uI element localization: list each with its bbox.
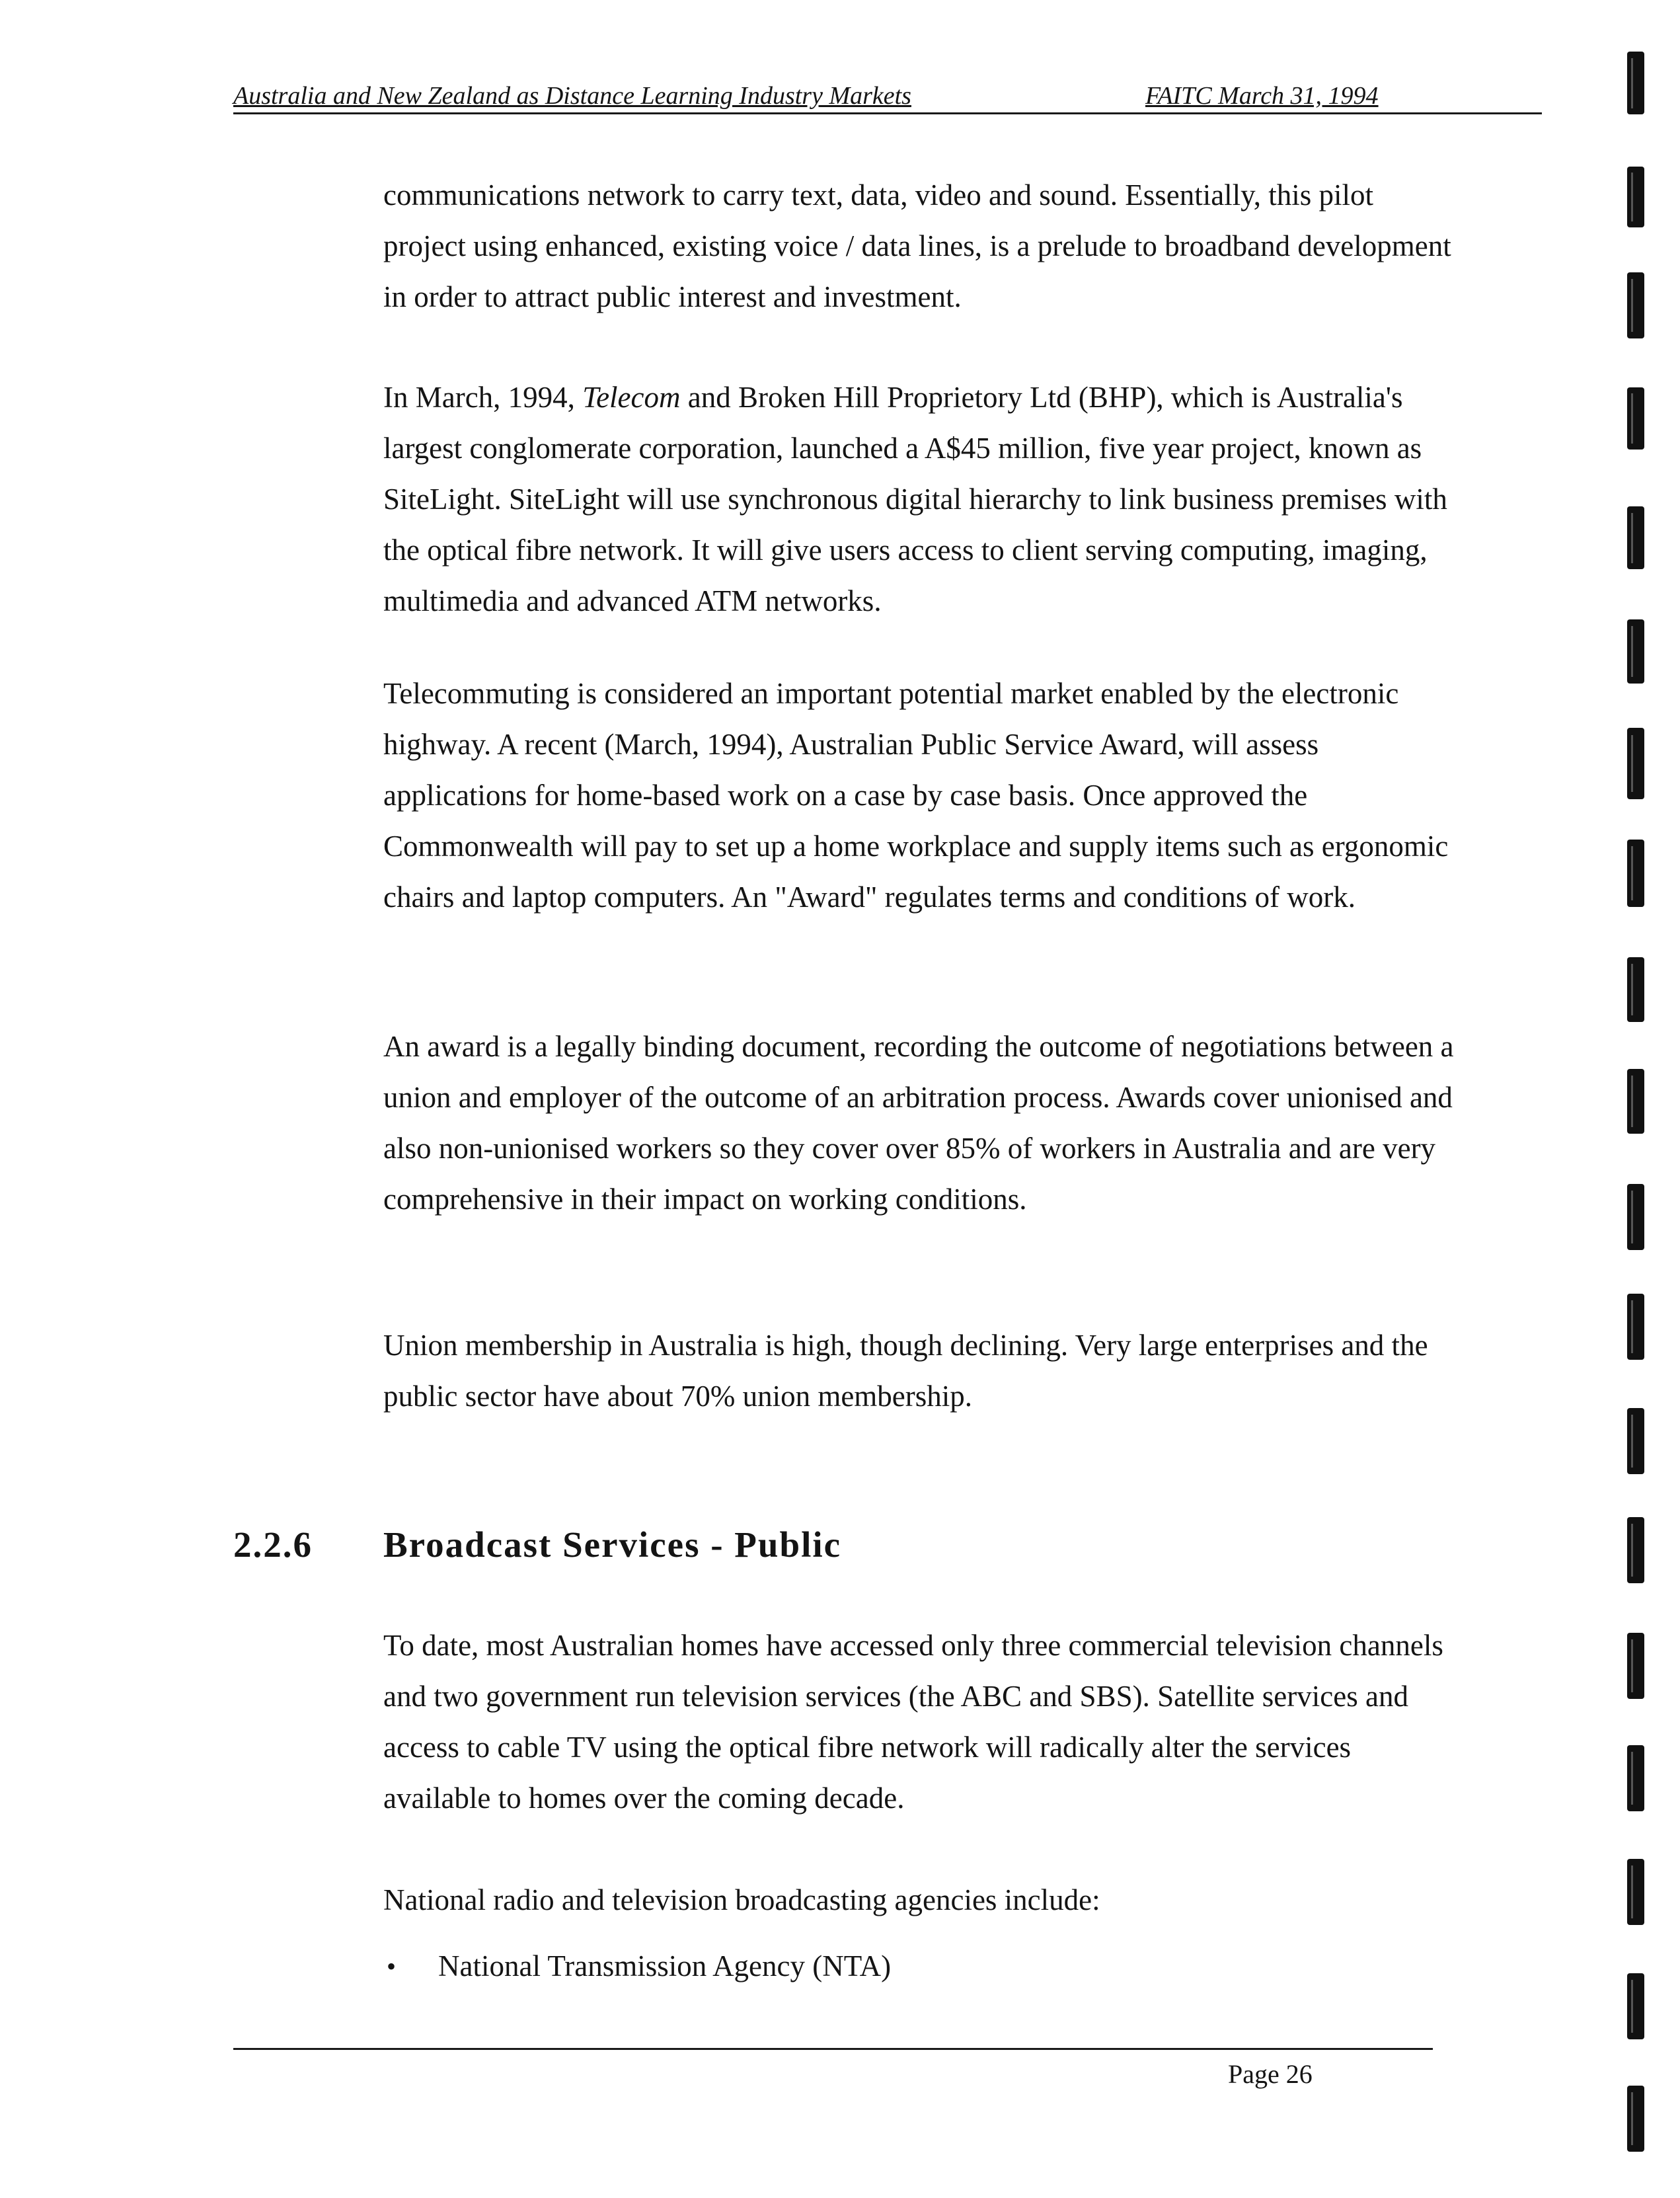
- binding-hole: [1627, 1745, 1644, 1811]
- paragraph-text: National radio and television broadcasting agencies include:: [383, 1883, 1100, 1916]
- paragraph-text: Telecommuting is considered an important potential market enabled by the electronic highway. A recent (March, 1994), Australian Public Service Award, will assess applications for home-based work on a case by case basis. Once approved the Commonwealth will pay to set up a home workplace and supply items such as ergonomic chairs and laptop computers. An "Award" regulates terms and conditions of work.: [383, 677, 1449, 914]
- binding-hole: [1627, 272, 1644, 338]
- paragraph-4: [383, 1021, 1454, 1225]
- paragraph-3: [383, 668, 1454, 923]
- section-title: Broadcast Services - Public: [383, 1524, 842, 1565]
- paragraph-text: Union membership in Australia is high, though declining. Very large enterprises and the public sector have about 70% union membership.: [383, 1329, 1428, 1413]
- binding-hole: [1627, 387, 1644, 450]
- paragraph-text: To date, most Australian homes have accessed only three commercial television channels and two government run television services (the ABC and SBS). Satellite services and access to cable TV using the optical fibre network will radically alter the services available to homes over the coming decade.: [383, 1629, 1443, 1815]
- bullet-marker: •: [387, 1951, 397, 1981]
- paragraph-text: An award is a legally binding document, recording the outcome of negotiations between a union and employer of the outcome of an arbitration process. Awards cover unionised and also non-unionised workers so they cover over 85% of workers in Australia and are very comprehensive in their impact on working conditions.: [383, 1030, 1454, 1216]
- telecom-italic: Telecom: [582, 381, 681, 414]
- page-number: Page 26: [1228, 2059, 1313, 2089]
- list-item: [383, 1941, 1441, 1992]
- binding-hole: [1627, 506, 1644, 569]
- binding-hole: [1627, 840, 1644, 907]
- binding-hole: [1627, 1633, 1644, 1699]
- header-document-title: Australia and New Zealand as Distance Learning Industry Markets: [233, 82, 911, 110]
- binding-hole: [1627, 728, 1644, 799]
- paragraph-text-rest: and Broken Hill Proprietory Ltd (BHP), which is Australia's largest conglomerate corporation, launched a A$45 million, five year project, known as SiteLight. SiteLight will use synchronous digital hierarchy to link business premises with the optical fibre network. It will give users access to client serving computing, imaging, multimedia and advanced ATM networks.: [383, 381, 1447, 617]
- binding-hole: [1627, 2086, 1644, 2152]
- paragraph-6: [383, 1620, 1454, 1824]
- binding-hole: [1627, 1069, 1644, 1134]
- list-item-text: National Transmission Agency (NTA): [438, 1949, 892, 1982]
- footer-rule: [233, 2048, 1433, 2050]
- paragraph-5: [383, 1320, 1454, 1422]
- paragraph-1: [383, 170, 1454, 323]
- binding-hole: [1627, 619, 1644, 684]
- header-org-date: FAITC March 31, 1994: [1145, 82, 1379, 110]
- binding-hole: [1627, 957, 1644, 1022]
- binding-hole: [1627, 52, 1644, 114]
- binding-hole: [1627, 1517, 1644, 1583]
- paragraph-text: communications network to carry text, data, video and sound. Essentially, this pilot project using enhanced, existing voice / data lines, is a prelude to broadband development in order to attract public interest and investment.: [383, 178, 1451, 313]
- paragraph-7: [383, 1875, 1454, 1926]
- binding-hole: [1627, 1859, 1644, 1925]
- binding-hole: [1627, 1184, 1644, 1250]
- paragraph-2: [383, 372, 1454, 627]
- paragraph-text-lead: In March, 1994,: [383, 381, 583, 414]
- binding-hole: [1627, 1408, 1644, 1474]
- section-number: 2.2.6: [233, 1524, 313, 1565]
- agency-list: [383, 1941, 1441, 1992]
- binding-hole: [1627, 167, 1644, 227]
- binding-hole: [1627, 1294, 1644, 1360]
- binding-hole: [1627, 1973, 1644, 2039]
- running-header: [233, 79, 1542, 114]
